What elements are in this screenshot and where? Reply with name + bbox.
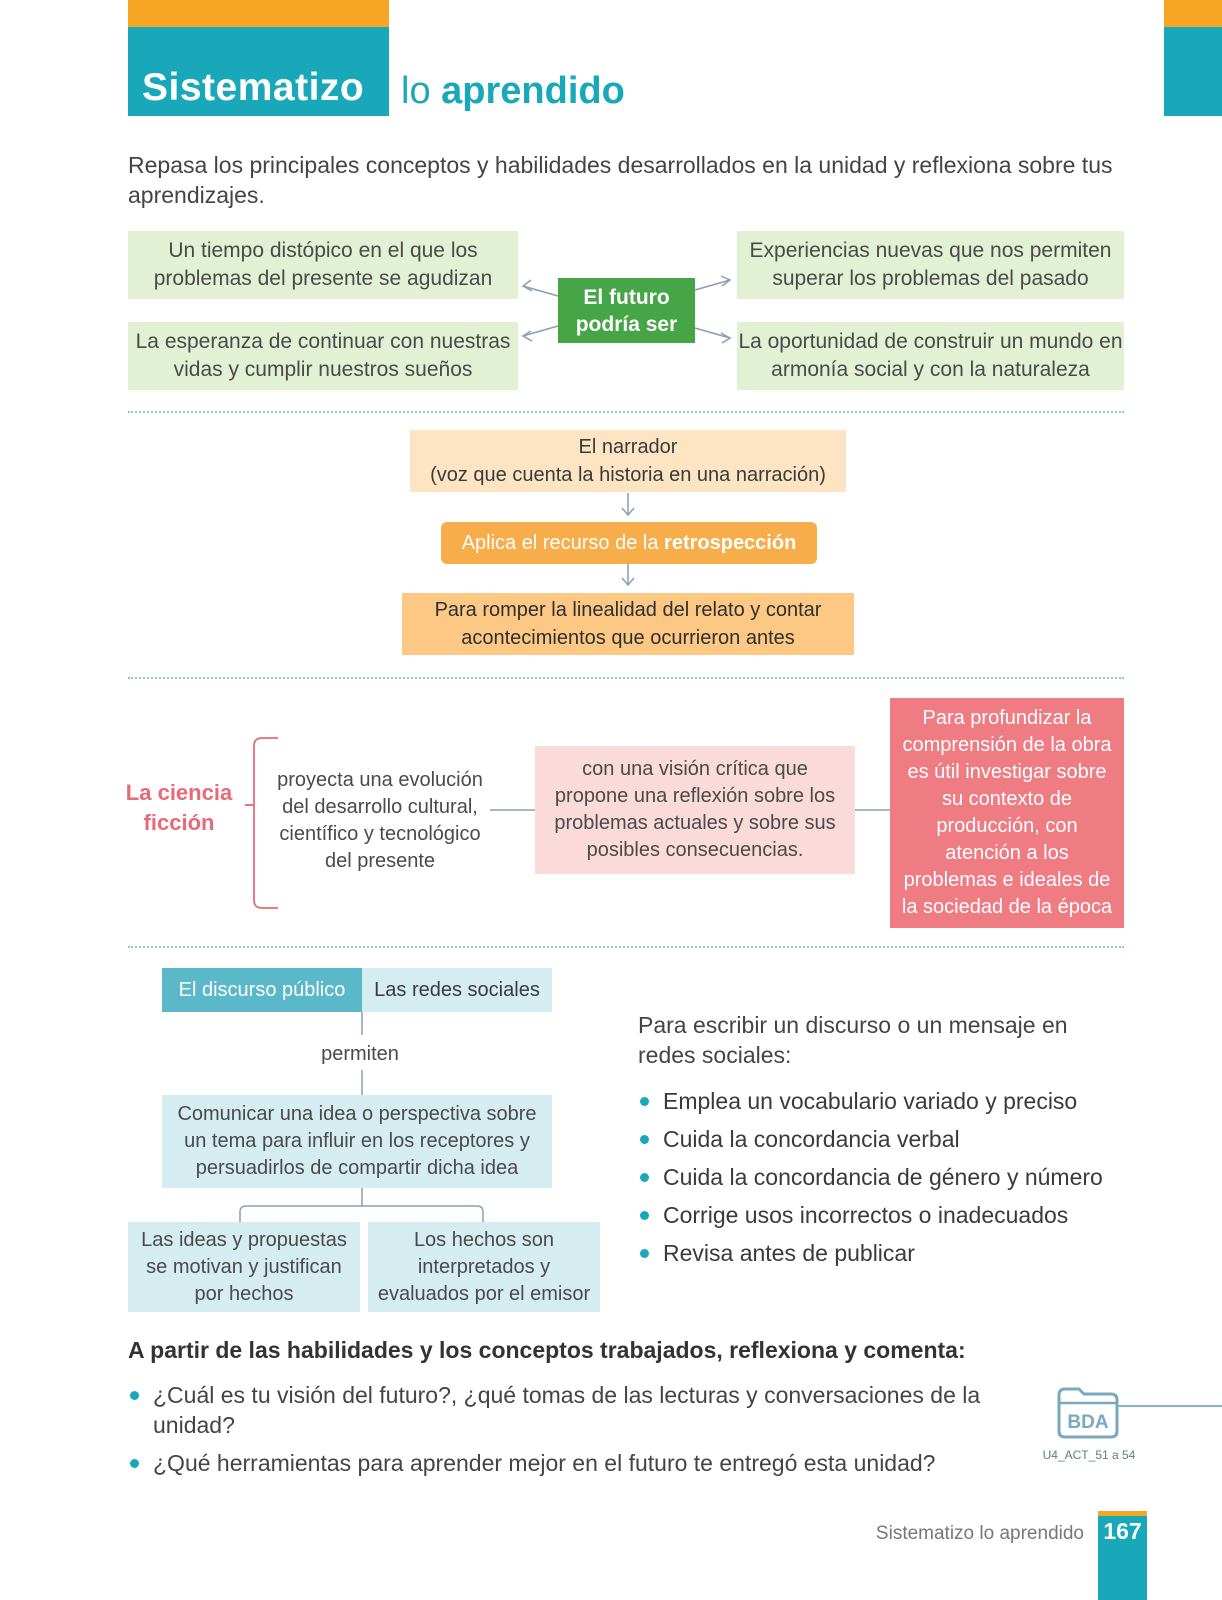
retrospection-bold: retrospección [664,531,797,554]
narrator-box [410,430,846,492]
list-item: ¿Cuál es tu visión del futuro?, ¿qué tomas de las lecturas y conversaciones de la unidad? [128,1380,1018,1440]
future-dystopian-box: Un tiempo distópico en el que los problemas del presente se agudizan [128,231,518,299]
page-title-strong: aprendido [441,70,625,112]
page-title-light: lo [401,70,431,112]
retrospection-box [441,522,817,564]
section-divider [128,677,1124,679]
ideas-box: Las ideas y propuestas se motivan y justifican por hechos [128,1222,360,1312]
narrator-subtitle: (voz que cuenta la historia en una narración) [430,464,826,486]
list-item: Cuida la concordancia de género y número [638,1158,1158,1196]
tab-social-networks: Las redes sociales [362,968,552,1012]
page-title-bold: Sistematizo [142,66,365,109]
scifi-deepen-box: Para profundizar la comprensión de la obra es útil investigar sobre su contexto de producción, con atención a los problemas e ideales de la sociedad de la época [890,698,1124,928]
section-divider [128,946,1124,948]
list-item: Revisa antes de publicar [638,1234,1158,1272]
bda-link-line [1118,1405,1222,1407]
scifi-projects-text: proyecta una evolución del desarrollo cultural, científico y tecnológico del presente [277,769,483,872]
writing-list [638,1082,1158,1272]
section-divider [128,411,1124,413]
reflection-heading: A partir de las habilidades y los conceptos trabajados, reflexiona y comenta: [128,1337,966,1363]
bda-code: U4_ACT_51 a 54 [1042,1448,1136,1462]
folder-icon[interactable] [1053,1385,1123,1441]
list-item: Emplea un vocabulario variado y preciso [638,1082,1158,1120]
future-opportunity-box: La oportunidad de construir un mundo en armonía social y con la naturaleza [737,322,1124,390]
narrator-title: El narrador [578,436,678,458]
scifi-vision-box: con una visión crítica que propone una reflexión sobre los problemas actuales y sobre sus posibles consecuencias. [535,746,855,874]
future-experiences-box: Experiencias nuevas que nos permiten superar los problemas del pasado [737,231,1124,299]
retrospection-prefix: Aplica el recurso de la [461,531,659,554]
purpose-box: Para romper la linealidad del relato y contar acontecimientos que ocurrieron antes [402,593,854,655]
list-item: Corrige usos incorrectos o inadecuados [638,1196,1158,1234]
writing-intro: Para escribir un discurso o un mensaje en redes sociales: [638,1012,1068,1068]
future-center-box: El futuro podría ser [558,278,695,343]
list-item: Cuida la concordancia verbal [638,1120,1158,1158]
scifi-title: La ciencia ficción [125,780,233,835]
reflection-list [128,1380,1018,1486]
bda-label: BDA [1067,1412,1109,1433]
footer-label: Sistematizo lo aprendido [875,1523,1084,1544]
future-hope-box: La esperanza de continuar con nuestras vidas y cumplir nuestros sueños [128,322,518,390]
list-item: ¿Qué herramientas para aprender mejor en el futuro te entregó esta unidad? [128,1448,1018,1478]
intro-text: Repasa los principales conceptos y habilidades desarrollados en la unidad y reflexiona sobre tus aprendizajes. [128,152,1113,208]
communicate-box: Comunicar una idea o perspectiva sobre un tema para influir en los receptores y persuadirlos de compartir dicha idea [162,1095,552,1188]
page-number: 167 [1103,1518,1142,1544]
permiten-label: permiten [321,1043,399,1065]
facts-box: Los hechos son interpretados y evaluados por el emisor [368,1222,600,1312]
tab-public-discourse: El discurso público [162,968,362,1012]
